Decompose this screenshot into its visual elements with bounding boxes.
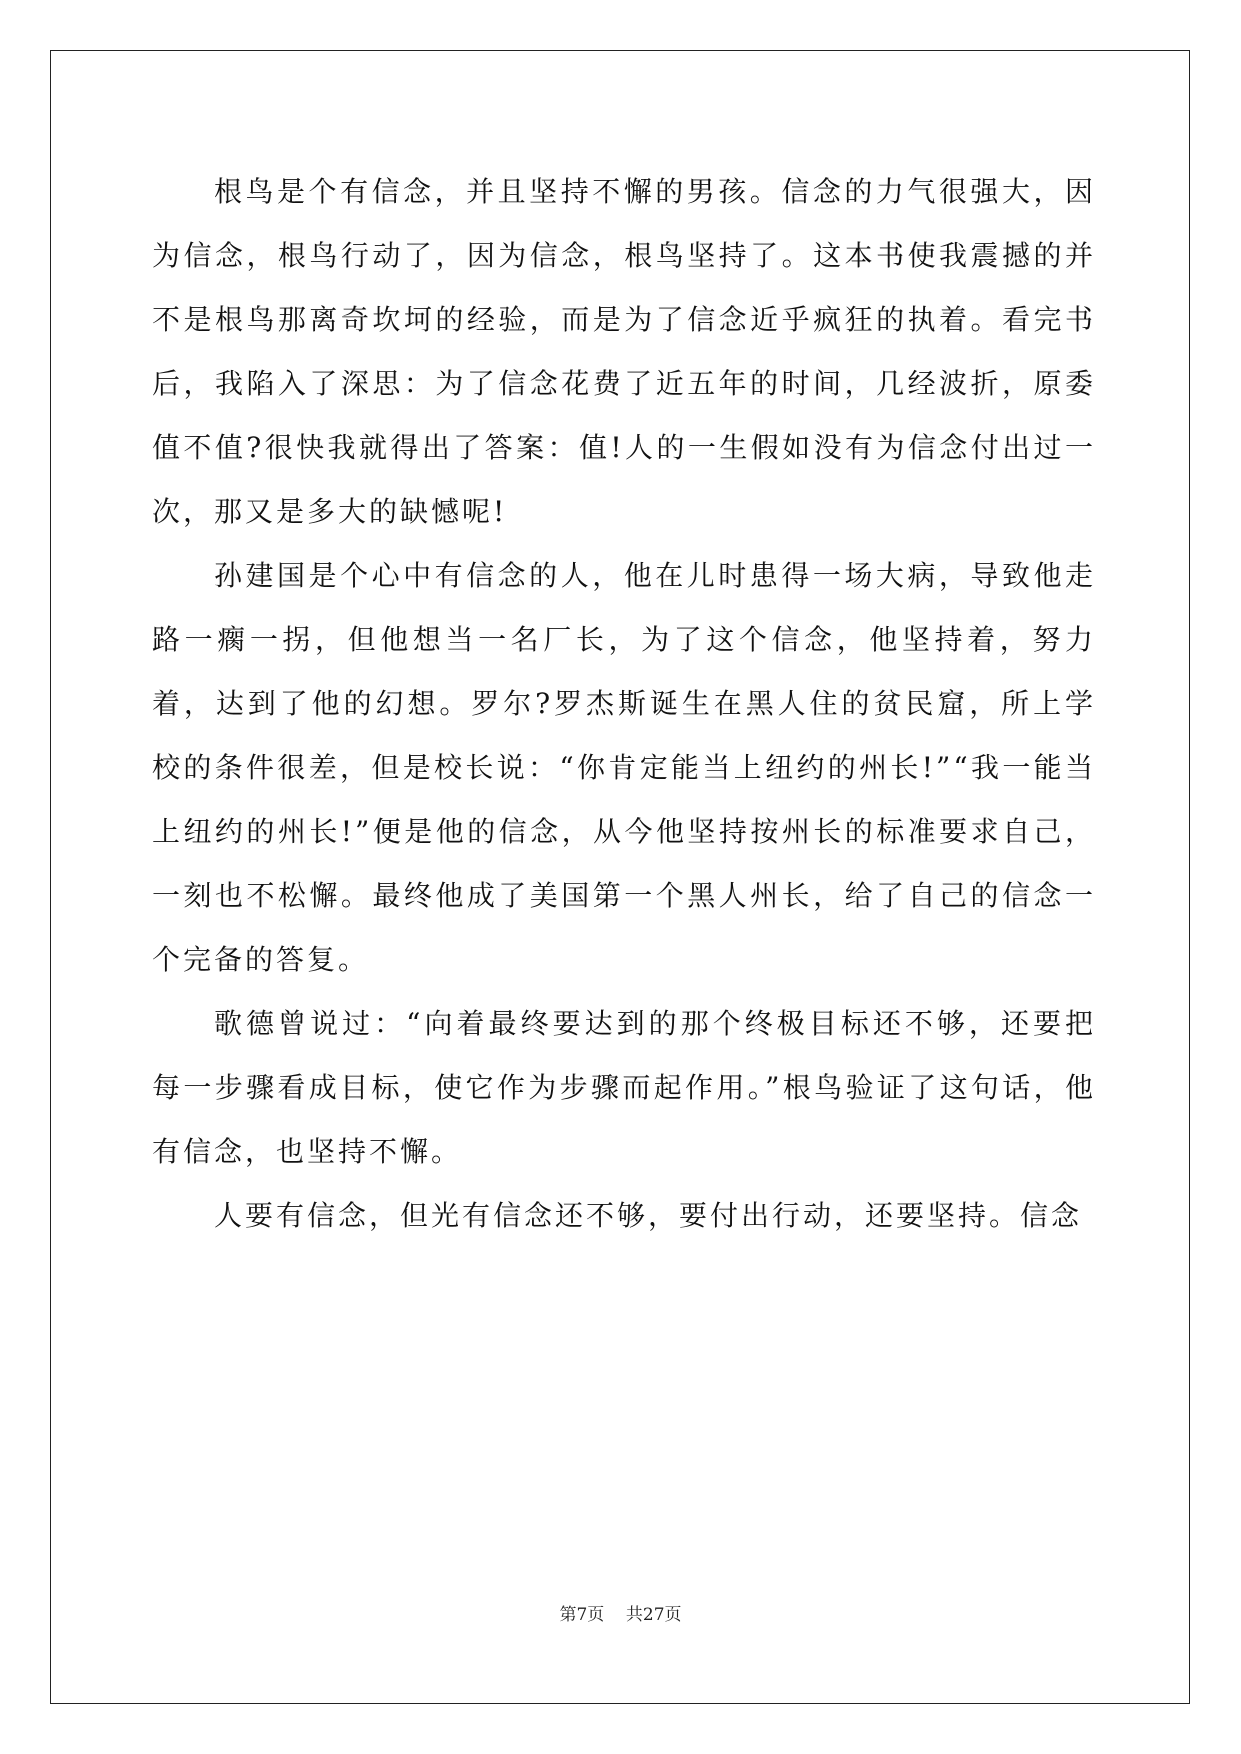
page-footer — [0, 1600, 1241, 1625]
paragraph-1: 根鸟是个有信念，并且坚持不懈的男孩。信念的力气很强大，因为信念，根鸟行动了，因为信念，根鸟坚持了。这本书使我震撼的并不是根鸟那离奇坎坷的经验，而是为了信念近乎疯狂的执着。看完书后，我陷入了深思：为了信念花费了近五年的时间，几经波折，原委值不值?很快我就得出了答案：值!人的一生假如没有为信念付出过一次，那又是多大的缺憾呢! — [152, 175, 1096, 528]
page-number: 第7页 — [559, 1605, 605, 1625]
document-body — [152, 160, 1096, 1248]
page-total: 共27页 — [625, 1605, 682, 1625]
paragraph-4: 人要有信念，但光有信念还不够，要付出行动，还要坚持。信念 — [214, 1199, 1083, 1232]
paragraph-2: 孙建国是个心中有信念的人，他在儿时患得一场大病，导致他走路一瘸一拐，但他想当一名厂长，为了这个信念，他坚持着，努力着，达到了他的幻想。罗尔?罗杰斯诞生在黑人住的贫民窟，所上学校的条件很差，但是校长说：“你肯定能当上纽约的州长!”“我一能当上纽约的州长!”便是他的信念，从今他坚持按州长的标准要求自己，一刻也不松懈。最终他成了美国第一个黑人州长，给了自己的信念一个完备的答复。 — [152, 559, 1096, 976]
paragraph-3: 歌德曾说过：“向着最终要达到的那个终极目标还不够，还要把每一步骤看成目标，使它作为步骤而起作用。”根鸟验证了这句话，他有信念，也坚持不懈。 — [152, 1007, 1096, 1168]
